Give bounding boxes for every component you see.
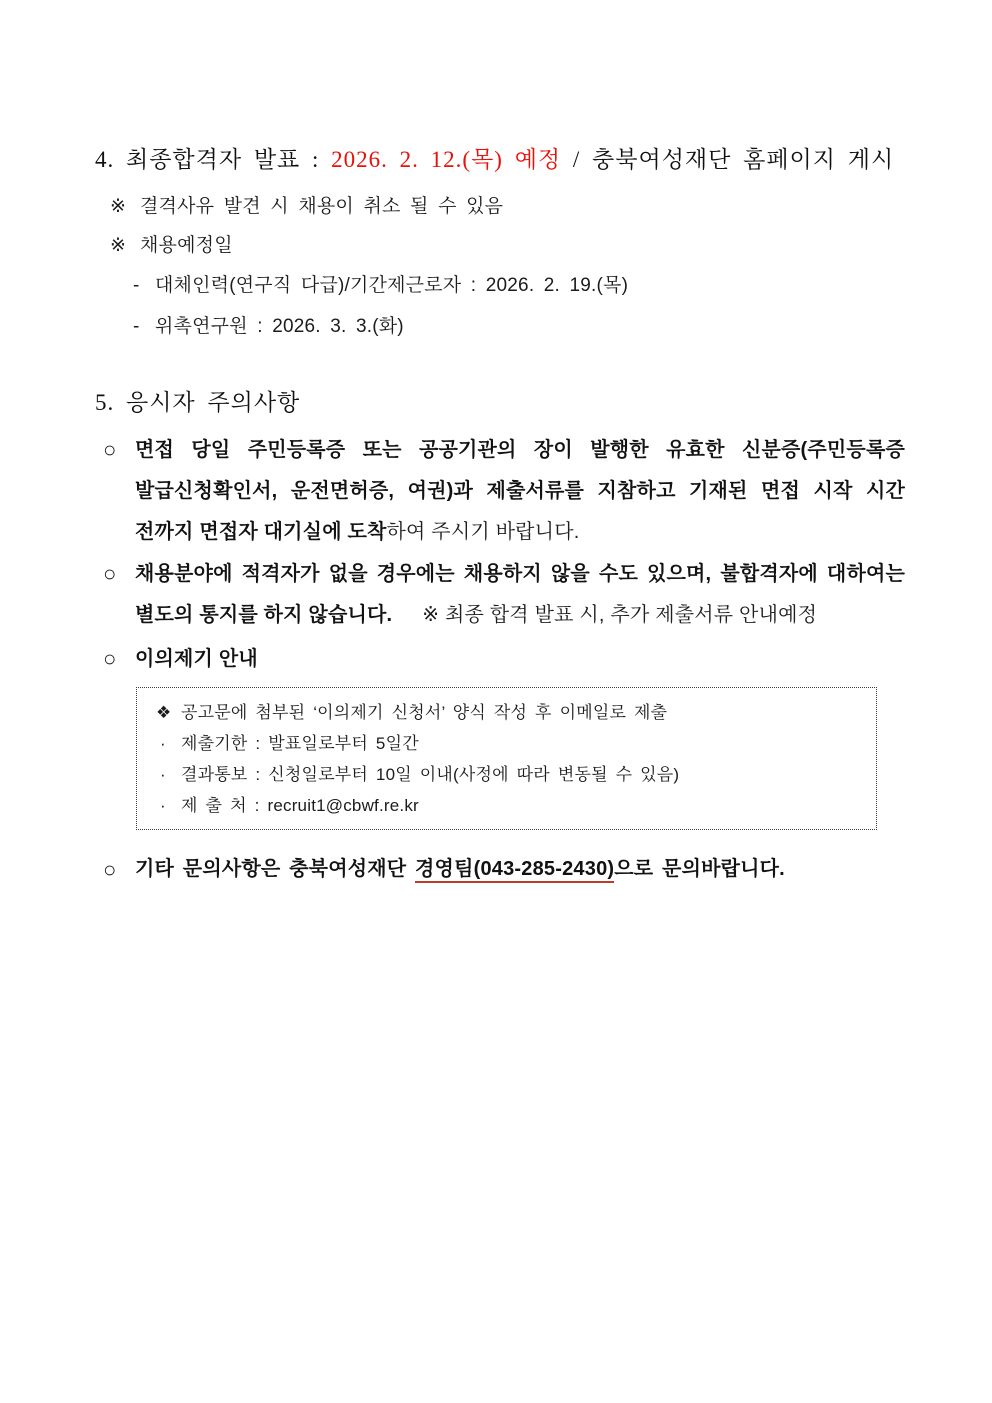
dot-bullet-icon: · <box>160 765 166 784</box>
section5-heading: 5. 응시자 주의사항 <box>95 390 301 415</box>
contact-prefix: 기타 문의사항은 충북여성재단 <box>135 858 416 880</box>
box-line-submit <box>156 702 667 724</box>
item1-line3-regular: 하여 주시기 바랍니다. <box>386 521 580 543</box>
section4-heading-suffix: / 충북여성재단 홈페이지 게시 <box>561 147 895 172</box>
item1-line3-bold: 전까지 면접자 대기실에 도착 <box>135 521 387 543</box>
box-line-text: 제 출 처 : recruit1@cbwf.re.kr <box>181 796 419 815</box>
circle-bullet-icon: ○ <box>103 561 117 586</box>
dot-bullet-icon: · <box>160 734 166 753</box>
box-line-text: 제출기한 : 발표일로부터 5일간 <box>181 734 419 753</box>
box-line-email <box>160 795 419 817</box>
section4-subitem-researcher <box>133 311 404 338</box>
note-text: 채용예정일 <box>140 235 233 256</box>
contact-line <box>135 856 785 882</box>
contact-suffix: 으로 문의바랍니다. <box>614 858 785 880</box>
diamond-bullet-icon: ❖ <box>156 703 172 722</box>
item2-line1: 채용분야에 적격자가 없을 경우에는 채용하지 않을 수도 있으며, 불합격자에 대하여는 <box>135 563 905 585</box>
item1-line2: 발급신청확인서, 운전면허증, 여권)과 제출서류를 지참하고 기재된 면접 시작 시간 <box>135 480 905 502</box>
box-line-deadline <box>160 733 419 755</box>
section4-heading-date: 2026. 2. 12.(목) 예정 <box>331 147 562 172</box>
circle-bullet-icon: ○ <box>103 646 117 671</box>
box-line-text: 결과통보 : 신청일로부터 10일 이내(사정에 따라 변동될 수 있음) <box>181 765 680 784</box>
section4-note-disqualification <box>110 191 503 218</box>
dot-bullet-icon: · <box>160 796 166 815</box>
circle-bullet-icon: ○ <box>103 437 117 462</box>
reference-mark-icon: ※ <box>110 235 127 256</box>
circle-bullet-icon: ○ <box>103 857 117 882</box>
item2-line2-note: ※ 최종 합격 발표 시, 추가 제출서류 안내예정 <box>422 604 818 626</box>
reference-mark-icon: ※ <box>110 196 127 217</box>
section4-note-hire-date <box>110 230 233 257</box>
section4-heading-prefix: 4. 최종합격자 발표 : <box>95 147 332 172</box>
objection-info-box <box>136 687 877 830</box>
dash-icon: - <box>133 275 140 296</box>
dash-icon: - <box>133 316 140 337</box>
box-line-text: 공고문에 첨부된 ‘이의제기 신청서’ 양식 작성 후 이메일로 제출 <box>181 703 668 722</box>
subitem-text: 대체인력(연구직 다급)/기간제근로자 : 2026. 2. 19.(목) <box>155 275 629 296</box>
subitem-text: 위촉연구원 : 2026. 3. 3.(화) <box>155 316 404 337</box>
section4-subitem-substitute <box>133 270 628 297</box>
item1-line3 <box>135 519 905 545</box>
section4-heading <box>95 141 894 174</box>
item3-label: 이의제기 안내 <box>135 648 258 670</box>
note-text: 결격사유 발견 시 채용이 취소 될 수 있음 <box>140 196 504 217</box>
box-line-result <box>160 764 679 786</box>
contact-phone: 경영팀(043-285-2430) <box>415 858 614 883</box>
item2-line2 <box>135 602 905 628</box>
item1-line1: 면접 당일 주민등록증 또는 공공기관의 장이 발행한 유효한 신분증(주민등록증 <box>135 439 905 461</box>
item2-line2-bold: 별도의 통지를 하지 않습니다. <box>135 604 393 626</box>
